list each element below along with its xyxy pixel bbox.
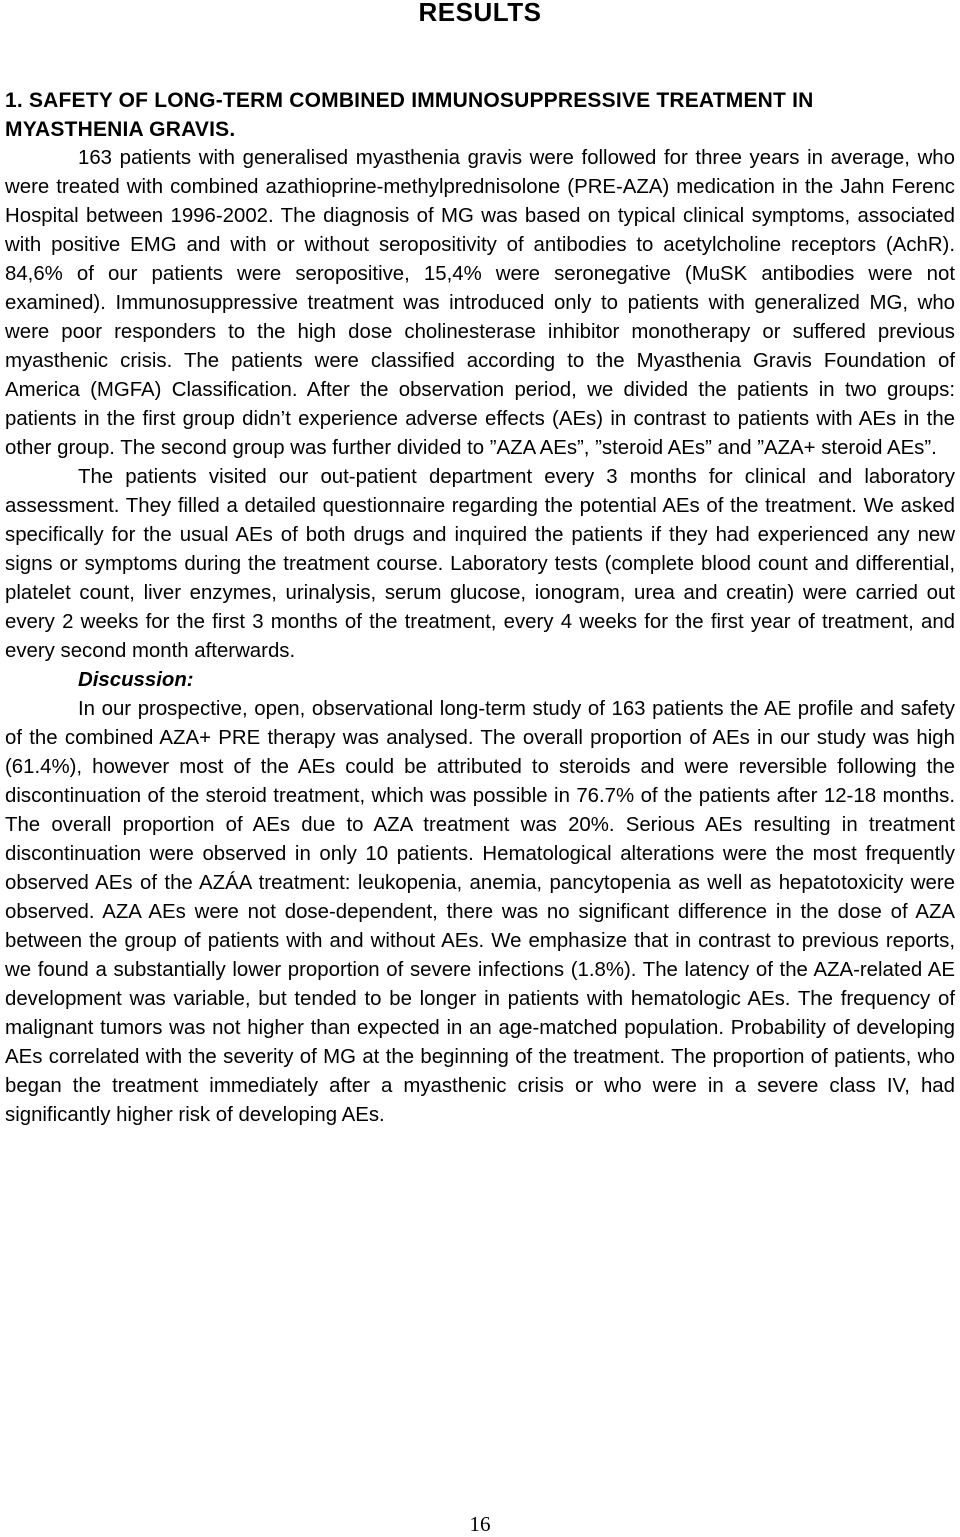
section-heading: 1. SAFETY OF LONG-TERM COMBINED IMMUNOSUPPRESSIVE TREATMENT IN MYASTHENIA GRAVIS. <box>5 89 814 141</box>
discussion-heading: Discussion: <box>78 669 194 691</box>
results-paragraph-2: The patients visited our out-patient department every 3 months for clinical and laboratory assessment. They filled a detailed questionnaire regarding the potential AEs of the treatment. We asked specifically for the usual AEs of both drugs and inquired the patients if they had experienced any new signs or symptoms during the treatment course. Laboratory tests (complete blood count and differential, platelet count, liver enzymes, urinalysis, serum glucose, ionogram, urea and creatin) were carried out every 2 weeks for the first 3 months of the treatment, every 4 weeks for the first year of treatment, and every second month afterwards. <box>5 466 955 662</box>
document-body <box>5 86 955 1130</box>
page-title: RESULTS <box>418 0 542 27</box>
discussion-paragraph: In our prospective, open, observational long-term study of 163 patients the AE profile and safety of the combined AZA+ PRE therapy was analysed. The overall proportion of AEs in our study was high (61.4%), however most of the AEs could be attributed to steroids and were reversible following the discontinuation of the steroid treatment, which was possible in 76.7% of the patients after 12-18 months. The overall proportion of AEs due to AZA treatment was 20%. Serious AEs resulting in treatment discontinuation were observed in only 10 patients. Hematological alterations were the most frequently observed AEs of the AZÁA treatment: leukopenia, anemia, pancytopenia as well as hepatotoxicity were observed. AZA AEs were not dose-dependent, there was no significant difference in the dose of AZA between the group of patients with and without AEs. We emphasize that in contrast to previous reports, we found a substantially lower proportion of severe infections (1.8%). The latency of the AZA-related AE development was variable, but tended to be longer in patients with hematologic AEs. The frequency of malignant tumors was not higher than expected in an age-matched population. Probability of developing AEs correlated with the severity of MG at the beginning of the treatment. The proportion of patients, who began the treatment immediately after a myasthenic crisis or who were in a severe class IV, had significantly higher risk of developing AEs. <box>5 698 955 1126</box>
results-paragraph-1: 163 patients with generalised myasthenia gravis were followed for three years in average, who were treated with combined azathioprine-methylprednisolone (PRE-AZA) medication in the Jahn Ferenc Hospital between 1996-2002. The diagnosis of MG was based on typical clinical symptoms, associated with positive EMG and with or without seropositivity of antibodies to acetylcholine receptors (AchR). 84,6% of our patients were seropositive, 15,4% were seronegative (MuSK antibodies were not examined). Immunosuppressive treatment was introduced only to patients with generalized MG, who were poor responders to the high dose cholinesterase inhibitor monotherapy or suffered previous myasthenic crisis. The patients were classified according to the Myasthenia Gravis Foundation of America (MGFA) Classification. After the observation period, we divided the patients in two groups: patients in the first group didn’t experience adverse effects (AEs) in contrast to patients with AEs in the other group. The second group was further divided to ”AZA AEs”, ”steroid AEs” and ”AZA+ steroid AEs”. <box>5 147 955 459</box>
page-number: 16 <box>469 1512 491 1536</box>
